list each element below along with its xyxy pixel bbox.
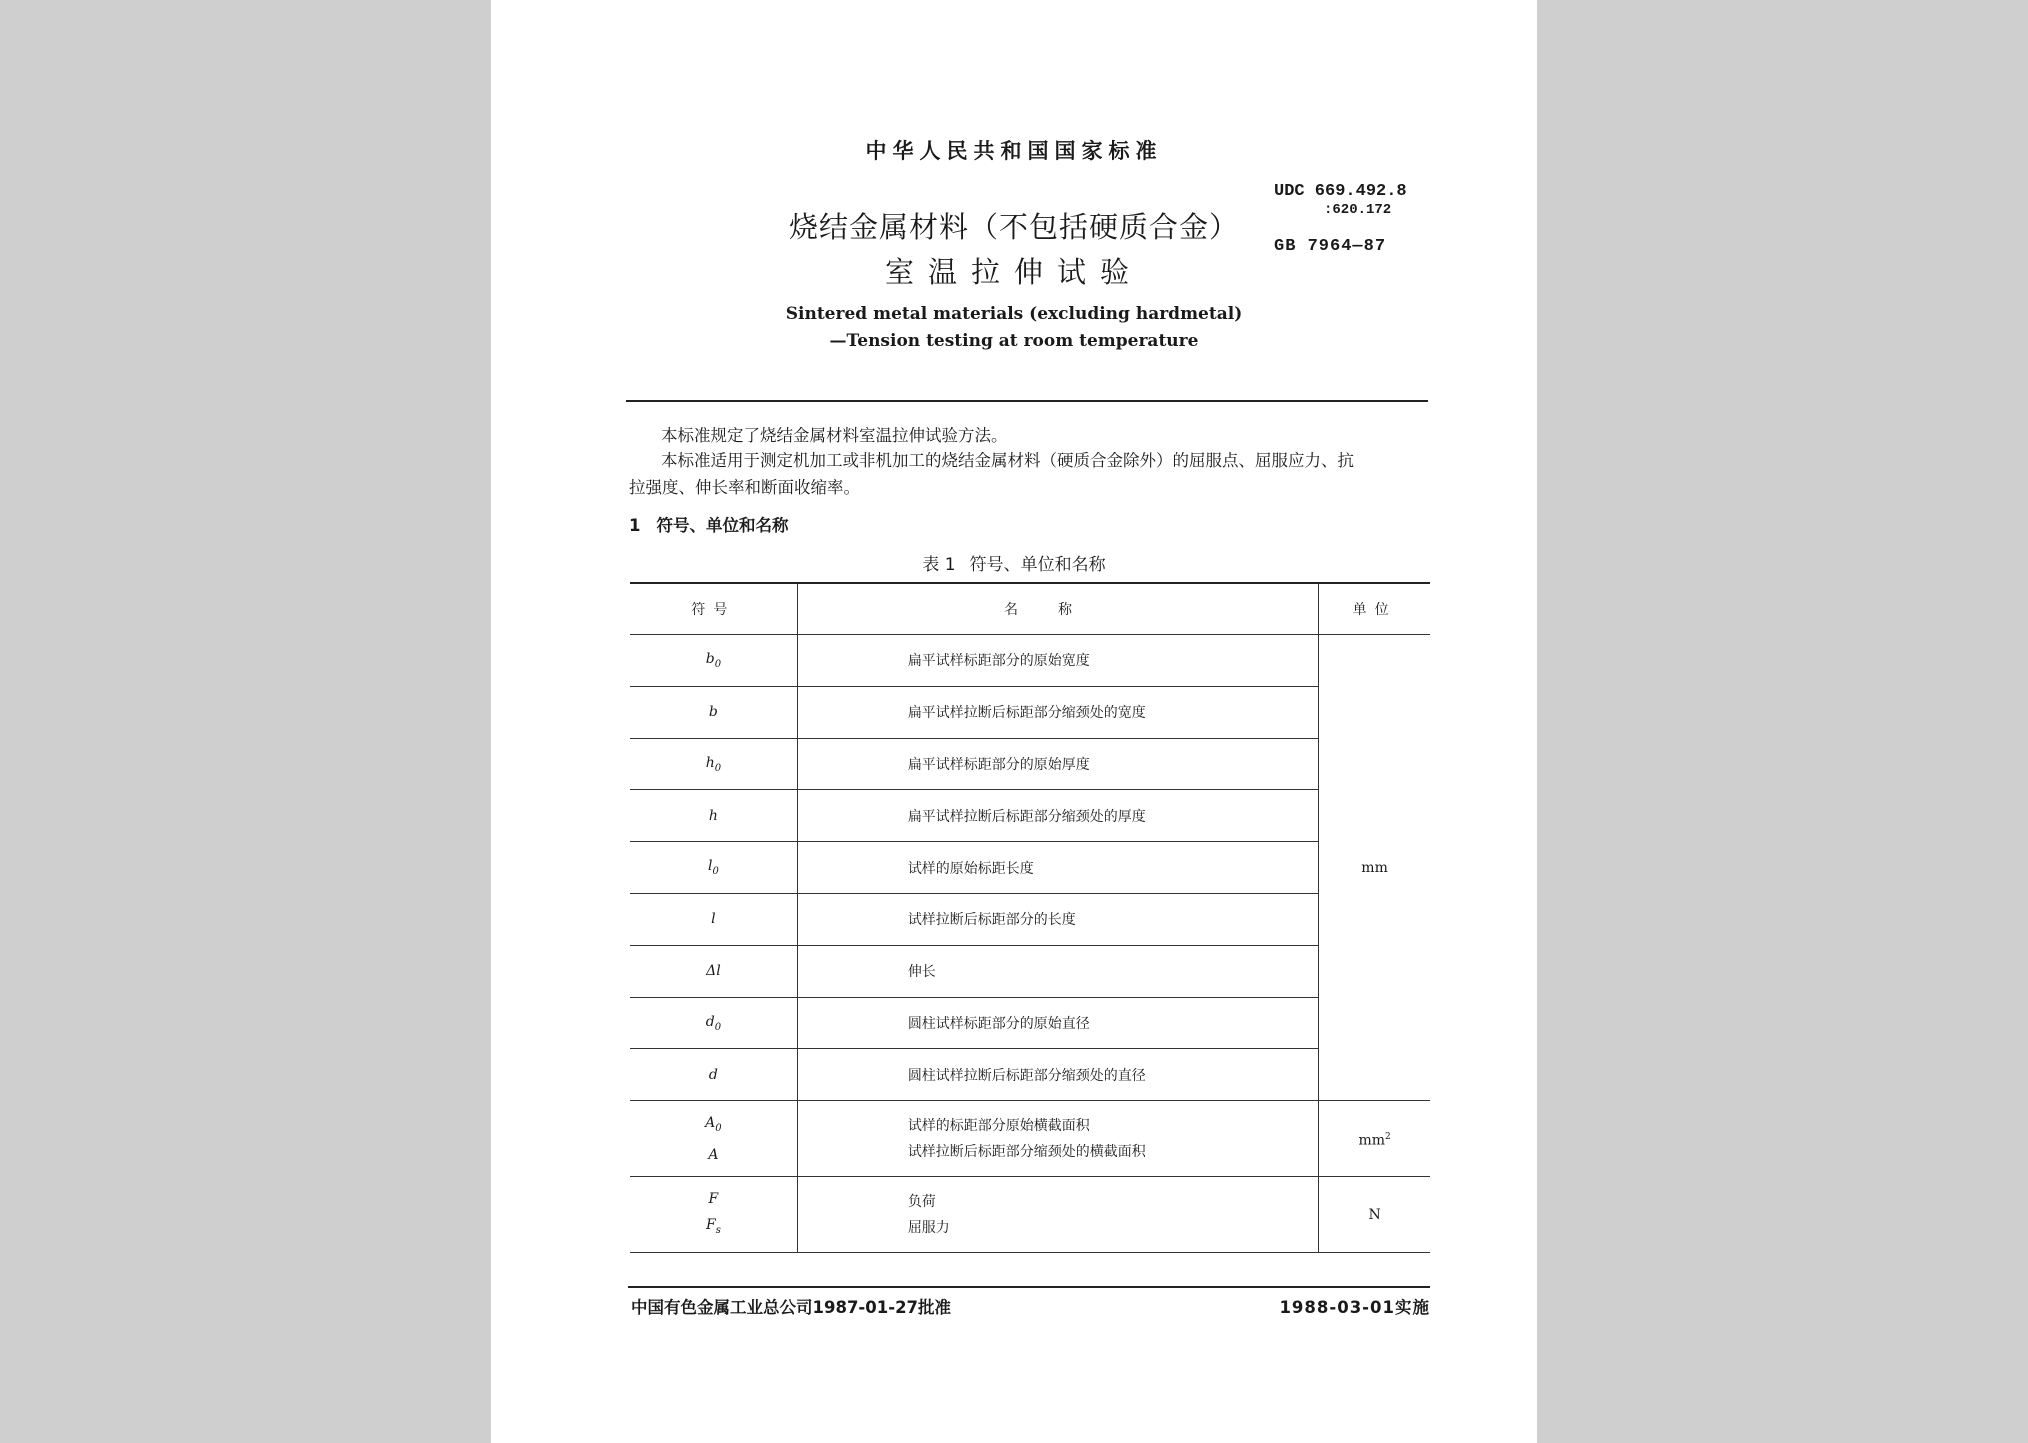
approval-note: 中国有色金属工业总公司1987-01-27批准 (631, 1298, 952, 1317)
name-cell: 负荷 屈服力 (797, 1177, 1318, 1253)
table-row (630, 1101, 1430, 1177)
name-cell: 伸长 (797, 945, 1318, 997)
unit-cell: mm (1319, 635, 1430, 1101)
header-unit: 单位 (1319, 583, 1430, 635)
symbol-cell: $h_0$ (630, 738, 797, 790)
scope-paragraph-2-cont: 拉强度、伸长率和断面收缩率。 (629, 478, 860, 497)
scope-paragraph-2: 本标准适用于测定机加工或非机加工的烧结金属材料（硬质合金除外）的屈服点、屈服应力、抗 (661, 451, 1354, 470)
table-row (630, 738, 1430, 790)
table-row (630, 1049, 1430, 1101)
section-heading (629, 512, 788, 536)
name-cell: 扁平试样拉断后标距部分缩颈处的宽度 (797, 686, 1318, 738)
symbol-cell: $d_0$ (630, 997, 797, 1049)
symbol-cell: l (630, 893, 797, 945)
table-row (630, 842, 1430, 894)
symbol-cell: Δl (630, 945, 797, 997)
document-page (491, 0, 1537, 1443)
title-cn-line1: 烧结金属材料（不包括硬质合金） (788, 210, 1239, 244)
name-cell: 扁平试样标距部分的原始厚度 (797, 738, 1318, 790)
table-row (630, 997, 1430, 1049)
table-row (630, 790, 1430, 842)
effective-date: 1988-03-01实施 (1279, 1298, 1430, 1317)
title-cn-line2: 室温拉伸试验 (884, 255, 1143, 289)
name-cell: 试样拉断后标距部分的长度 (797, 893, 1318, 945)
udc-code-sub: :620.172 (1324, 202, 1392, 218)
title-en-line1: Sintered metal materials (excluding hardmetal) (785, 304, 1243, 324)
symbol-cell: $b_0$ (630, 635, 797, 687)
symbol-cell: d (630, 1049, 797, 1101)
table-caption (491, 550, 1537, 575)
header-name: 名称 (797, 583, 1318, 635)
symbol-cell: $A_0$ A (630, 1101, 797, 1177)
standard-number: GB 7964—87 (1274, 237, 1387, 256)
name-cell: 圆柱试样拉断后标距部分缩颈处的直径 (797, 1049, 1318, 1101)
table-caption-number: 表 1 (922, 555, 956, 575)
table-row (630, 893, 1430, 945)
symbol-cell: h (630, 790, 797, 842)
table-caption-title: 符号、单位和名称 (969, 555, 1106, 575)
footer-divider (628, 1286, 1430, 1288)
header-divider (626, 400, 1428, 402)
symbols-table (630, 582, 1430, 1253)
name-cell: 圆柱试样标距部分的原始直径 (797, 997, 1318, 1049)
udc-code: UDC 669.492.8 (1274, 182, 1407, 201)
table-row (630, 635, 1430, 687)
header-symbol: 符号 (630, 583, 797, 635)
table-row (630, 686, 1430, 738)
name-cell: 试样的原始标距长度 (797, 842, 1318, 894)
symbol-cell: b (630, 686, 797, 738)
scope-paragraph-1: 本标准规定了烧结金属材料室温拉伸试验方法。 (661, 426, 1008, 445)
symbol-cell: $l_0$ (630, 842, 797, 894)
table-row (630, 945, 1430, 997)
unit-cell: N (1319, 1177, 1430, 1253)
section-number: 1 (629, 516, 641, 535)
name-cell: 扁平试样标距部分的原始宽度 (797, 635, 1318, 687)
name-cell: 试样的标距部分原始横截面积 试样拉断后标距部分缩颈处的横截面积 (797, 1101, 1318, 1177)
symbol-cell: F $F_s$ (630, 1177, 797, 1253)
unit-cell: $mm^2$ (1319, 1101, 1430, 1177)
issuing-organization: 中华人民共和国国家标准 (865, 139, 1163, 163)
table-row (630, 1177, 1430, 1253)
section-title: 符号、单位和名称 (656, 516, 789, 535)
table-header-row (630, 583, 1430, 635)
title-en-line2: —Tension testing at room temperature (829, 331, 1199, 351)
name-cell: 扁平试样拉断后标距部分缩颈处的厚度 (797, 790, 1318, 842)
